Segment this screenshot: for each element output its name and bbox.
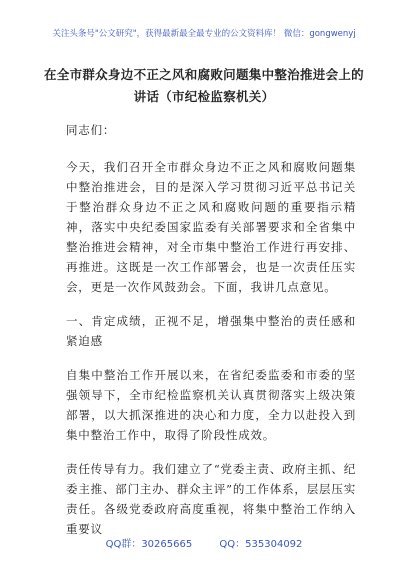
document-body bbox=[66, 120, 356, 553]
section-heading-1: 一、肯定成绩，正视不足，增强集中整治的责任感和紧迫感 bbox=[66, 314, 356, 348]
title-line-1: 在全市群众身边不正之风和腐败问题集中整治推进会上的 bbox=[43, 67, 364, 82]
paragraph: 自集中整治工作开展以来，在省纪委监委和市委的坚强领导下，全市纪检监察机关认真贯彻落实上级决策部署，以大抓深推进的决心和力度，全力以赴投入到集中整治工作中，取得了阶段性成效。 bbox=[66, 368, 356, 442]
title-line-2: 讲话（市纪检监察机关） bbox=[133, 89, 275, 104]
footer-contact bbox=[0, 535, 408, 550]
paragraph: 责任传导有力。我们建立了“党委主责、政府主抓、纪委主推、部门主办、群众主评”的工作体系，层层压实责任。各级党委政府高度重视，将集中整治工作纳入重要议 bbox=[66, 462, 356, 536]
header-banner[interactable]: 关注头条号"公文研究"，获得最新最全最专业的公文资料库！ 微信：gongwenyj bbox=[52, 29, 356, 39]
footer-qq[interactable]: QQ：535304092 bbox=[219, 539, 303, 550]
salutation: 同志们： bbox=[66, 123, 116, 137]
paragraph-intro: 今天，我们召开全市群众身边不正之风和腐败问题集中整治推进会，目的是深入学习贯彻习近平总书记关于整治群众身边不正之风和腐败问题的重要指示精神，落实中央纪委国家监委有关部署要求和全省集中整治推进会精神，对全市集中整治工作进行再安排、再推进。这既是一次工作部署会，也是一次责任压实会，更是一次作风鼓劲会。下面，我讲几点意见。 bbox=[66, 160, 356, 294]
document-title bbox=[40, 64, 368, 108]
footer-qq-group[interactable]: QQ群：30265665 bbox=[105, 539, 193, 550]
